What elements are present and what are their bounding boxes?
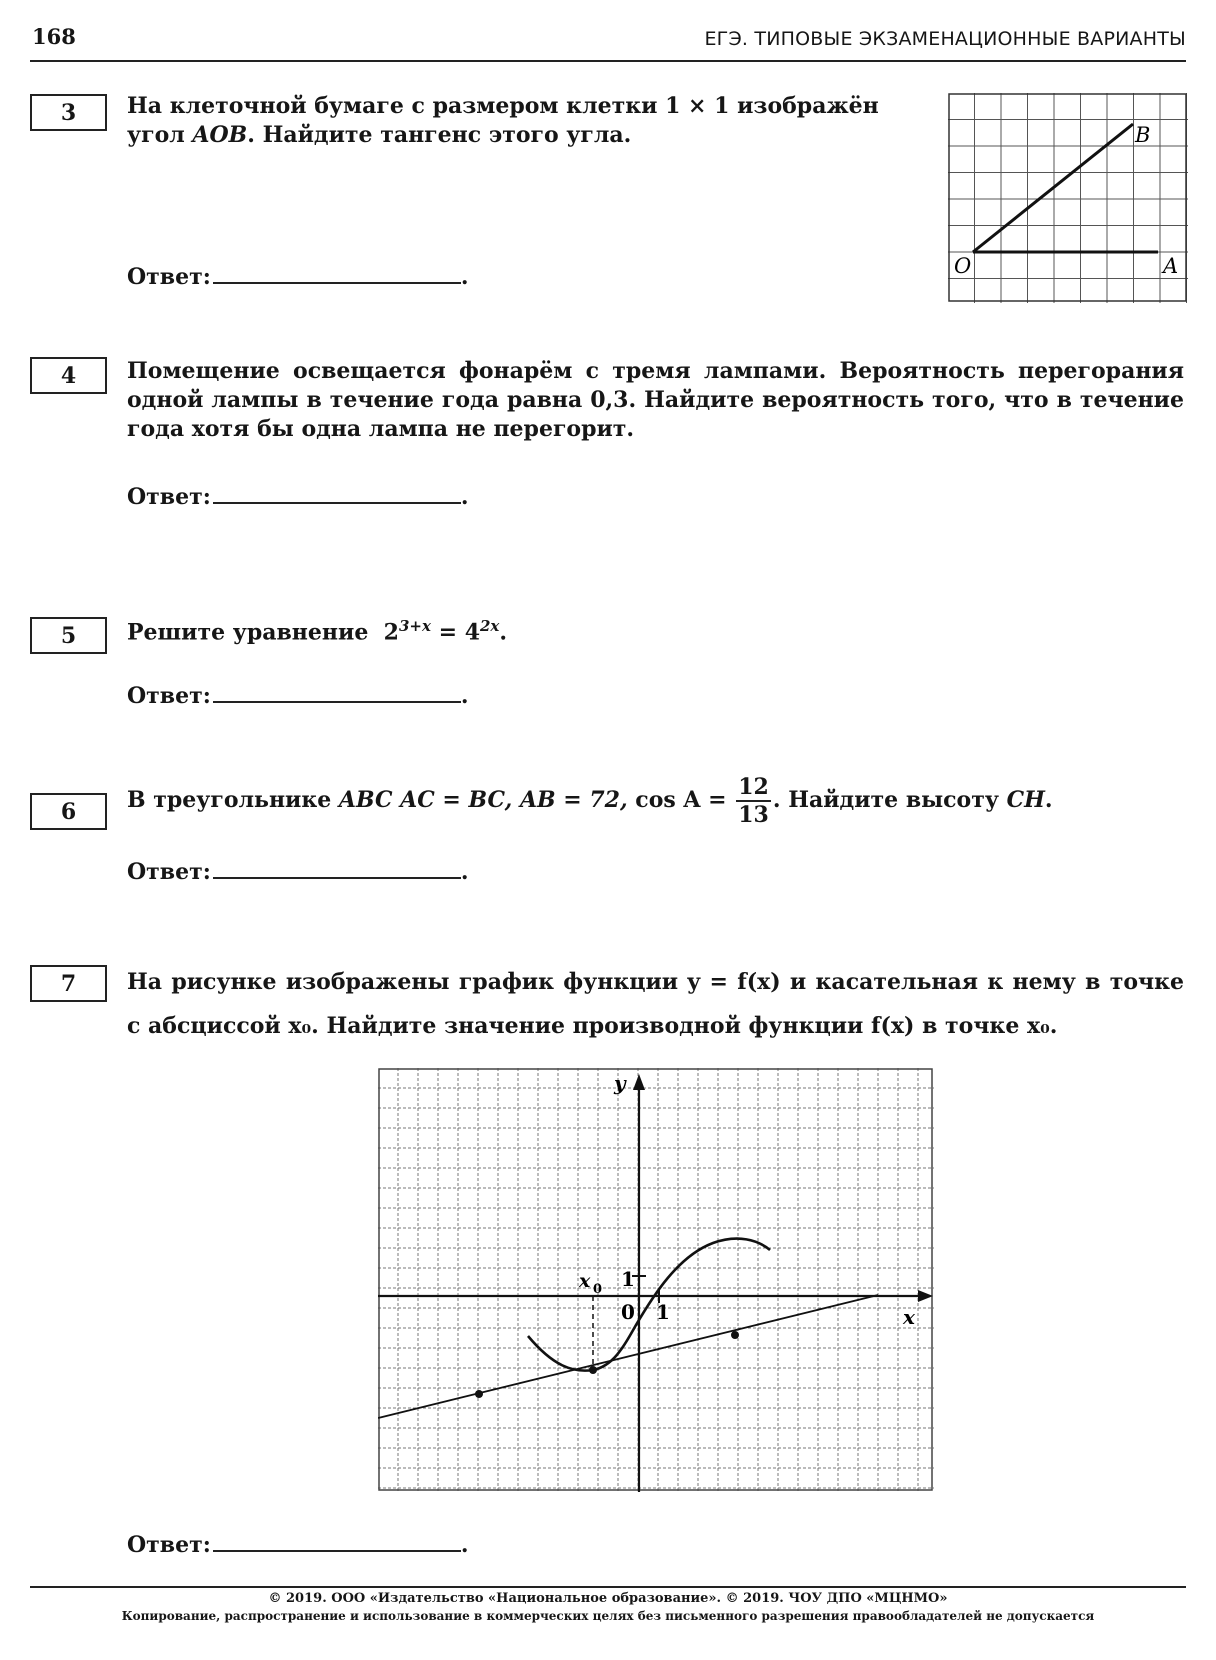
x-axis-arrow <box>918 1290 933 1302</box>
task-6-answer: Ответ: . <box>127 859 469 885</box>
footer-copyright: © 2019. ООО «Издательство «Национальное образование». © 2019. ЧОУ ДПО «МЦНМО» <box>268 1591 948 1606</box>
task-3-figure <box>948 93 1188 303</box>
task-6-text: В треугольнике ABC AC = BC, AB = 72, cos A = $\frac{12}{13}$ . Найдите высоту CH. <box>127 774 1053 828</box>
origin-label: 0 <box>621 1300 635 1324</box>
task-3-number-box <box>30 94 107 131</box>
task-3-line2: угол AOB. Найдите тангенс этого угла. <box>127 122 632 148</box>
task-7-grid <box>378 1068 934 1492</box>
task-5-answer-field[interactable] <box>213 681 461 703</box>
y-axis-label: y <box>614 1071 626 1095</box>
x0-label: x <box>579 1270 591 1292</box>
angle-aob: AOB <box>192 122 248 148</box>
header-divider <box>30 60 1186 62</box>
cos-fraction: $\frac{12}{13}$ <box>738 774 769 828</box>
task-3-grid <box>948 93 1188 303</box>
equation-base-1: 2 <box>383 619 399 646</box>
x-axis-label: x <box>903 1305 915 1329</box>
label-a: A <box>1163 254 1179 278</box>
tangent-point-left <box>475 1390 483 1398</box>
ray-ob <box>973 124 1133 252</box>
task-3-text <box>127 92 892 150</box>
equation-exp-2: 2x <box>480 617 500 635</box>
task-7-grid-border <box>379 1069 932 1490</box>
task-7-answer-field[interactable] <box>213 1530 461 1552</box>
task-5-number-box <box>30 617 107 654</box>
task-7-answer: Ответ: . <box>127 1532 469 1558</box>
task-3-number: 3 <box>60 99 77 126</box>
task-6-number-box <box>30 793 107 830</box>
task-7-line2: с абсциссой x₀. Найдите значение производной функции f(x) в точке x₀. <box>127 1013 1058 1039</box>
task-7-number: 7 <box>60 970 77 997</box>
task-7-number-box <box>30 965 107 1002</box>
footer-notice: Копирование, распространение и использование в коммерческих целях без письменного разрешения правообладателей не допускается <box>121 1609 1095 1623</box>
task-7-text <box>127 960 1184 1048</box>
task-6-answer-field[interactable] <box>213 857 461 879</box>
label-b: B <box>1135 123 1151 147</box>
tangency-point <box>589 1366 597 1374</box>
task-3-line1: На клеточной бумаге с размером клетки 1 × 1 изображён <box>127 93 879 119</box>
task-7-graph <box>378 1068 934 1492</box>
equation-exp-1: 3+x <box>398 617 431 635</box>
equation-base-2: 4 <box>464 619 480 646</box>
page-number: 168 <box>32 24 76 49</box>
task-3-answer: Ответ: . <box>127 264 469 290</box>
task-4-number-box <box>30 357 107 394</box>
y-axis-arrow <box>633 1074 645 1090</box>
task-4-text: Помещение освещается фонарём с тремя лампами. Вероятность перегорания одной лампы в течение года равна 0,3. Найдите вероятность того, что в течение года хотя бы одна лампа не перегорит. <box>127 358 1184 442</box>
task-5-answer: Ответ: . <box>127 683 469 709</box>
footer-divider <box>30 1586 1186 1588</box>
task-6-number: 6 <box>60 798 77 825</box>
task-4-answer-field[interactable] <box>213 482 461 504</box>
task-5-number: 5 <box>60 622 77 649</box>
task-5-text: Решите уравнение $2^{3+x} = 4^{2x}$. <box>127 617 508 646</box>
task-4-answer: Ответ: . <box>127 484 469 510</box>
task-7-line1: На рисунке изображены график функции y = f(x) и касательная к нему в точке <box>127 969 1184 995</box>
triangle-condition: ABC AC = BC, AB = 72, <box>338 787 628 813</box>
x0-subscript: 0 <box>593 1282 603 1297</box>
running-title: ЕГЭ. ТИПОВЫЕ ЭКЗАМЕНАЦИОННЫЕ ВАРИАНТЫ <box>704 28 1186 50</box>
height-ch: CH <box>1006 787 1045 813</box>
tangent-point-right <box>731 1331 739 1339</box>
label-o: O <box>954 254 972 278</box>
task-3-answer-field[interactable] <box>213 262 461 284</box>
task-4-number: 4 <box>60 362 77 389</box>
y-unit-label: 1 <box>621 1267 635 1291</box>
task-3-grid-border <box>949 94 1186 301</box>
x-unit-label: 1 <box>656 1300 670 1324</box>
